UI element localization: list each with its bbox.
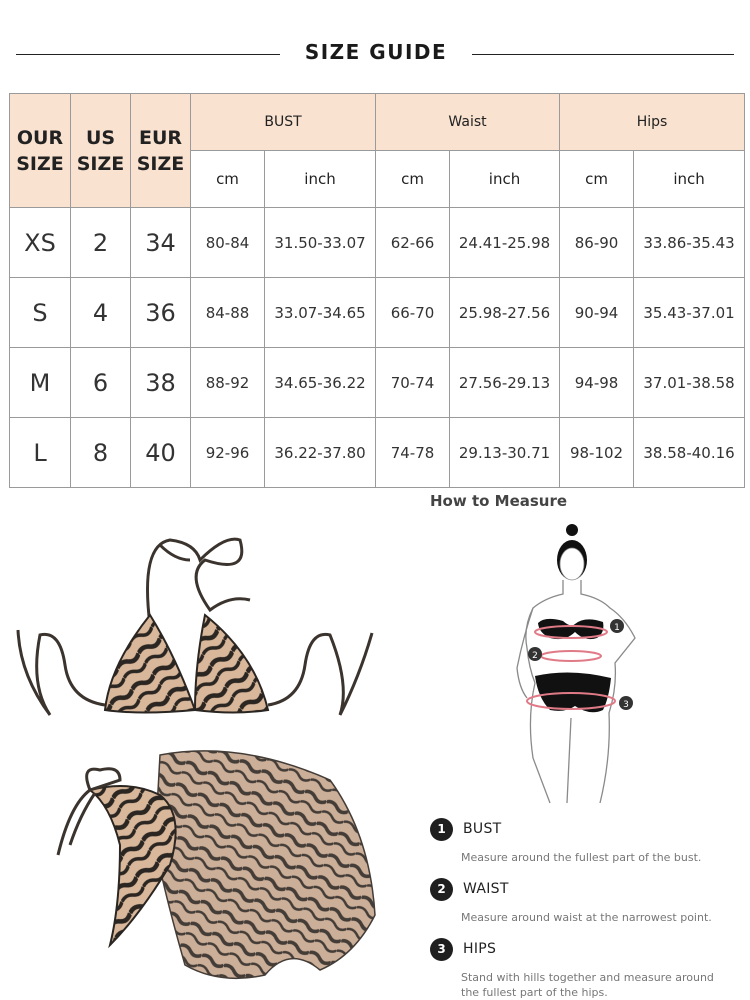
- body-measure-figure: [505, 518, 665, 808]
- badge-number: 3: [430, 938, 453, 961]
- hips-inch-cell: 35.43-37.01: [634, 278, 745, 348]
- figure-marker-1: [610, 619, 624, 633]
- waist-inch-cell: 27.56-29.13: [450, 348, 560, 418]
- bikini-top-right-cup: [195, 615, 268, 713]
- header-eur-size: EUR SIZE: [131, 94, 191, 208]
- waist-inch-cell: 29.13-30.71: [450, 418, 560, 488]
- product-image: [10, 515, 385, 995]
- header-bust: BUST: [191, 94, 376, 151]
- hips-cm-cell: 94-98: [560, 348, 634, 418]
- our-size-cell: M: [10, 348, 71, 418]
- unit-cell: inch: [265, 151, 376, 208]
- measure-item-hips: [430, 938, 730, 998]
- eur-size-cell: 34: [131, 208, 191, 278]
- header-divider-left: [16, 54, 280, 55]
- header-our-size: OUR SIZE: [10, 94, 71, 208]
- measure-item-waist: [430, 878, 730, 928]
- figure-marker-3: [619, 696, 633, 710]
- hips-cm-cell: 98-102: [560, 418, 634, 488]
- hips-inch-cell: 33.86-35.43: [634, 208, 745, 278]
- marker-2-label: 2: [532, 651, 538, 661]
- header-waist: Waist: [376, 94, 560, 151]
- measure-description: Measure around waist at the narrowest point.: [461, 911, 712, 924]
- bust-inch-cell: 31.50-33.07: [265, 208, 376, 278]
- badge-number: 1: [430, 818, 453, 841]
- measure-item-bust: [430, 818, 730, 868]
- size-guide-header: [0, 0, 750, 94]
- measure-label: BUST: [463, 821, 502, 837]
- table-header-row: [10, 94, 745, 151]
- eur-size-cell: 38: [131, 348, 191, 418]
- bust-inch-cell: 33.07-34.65: [265, 278, 376, 348]
- bust-cm-cell: 84-88: [191, 278, 265, 348]
- unit-cell: cm: [560, 151, 634, 208]
- how-to-measure-title: How to Measure: [430, 492, 568, 510]
- table-row: [10, 278, 745, 348]
- unit-cell: cm: [376, 151, 450, 208]
- eur-size-cell: 40: [131, 418, 191, 488]
- our-size-cell: S: [10, 278, 71, 348]
- measure-description: Measure around the fullest part of the bust.: [461, 851, 702, 864]
- unit-cell: inch: [450, 151, 560, 208]
- unit-cell: cm: [191, 151, 265, 208]
- bust-cm-cell: 80-84: [191, 208, 265, 278]
- size-table: [9, 93, 745, 488]
- sarong: [155, 751, 375, 978]
- bikini-top-left-cup: [105, 615, 195, 713]
- waist-inch-cell: 25.98-27.56: [450, 278, 560, 348]
- page-title: SIZE GUIDE: [304, 40, 448, 64]
- us-size-cell: 4: [71, 278, 131, 348]
- figure-marker-2: [528, 647, 542, 661]
- us-size-cell: 6: [71, 348, 131, 418]
- us-size-cell: 2: [71, 208, 131, 278]
- waist-cm-cell: 74-78: [376, 418, 450, 488]
- measure-label: WAIST: [463, 881, 509, 897]
- bikini-bottom: [90, 786, 176, 945]
- table-row: [10, 418, 745, 488]
- table-row: [10, 208, 745, 278]
- halter-strings: [148, 539, 251, 625]
- header-hips: Hips: [560, 94, 745, 151]
- unit-cell: inch: [634, 151, 745, 208]
- waist-cm-cell: 66-70: [376, 278, 450, 348]
- waist-cm-cell: 70-74: [376, 348, 450, 418]
- hips-cm-cell: 90-94: [560, 278, 634, 348]
- our-size-cell: XS: [10, 208, 71, 278]
- bust-inch-cell: 36.22-37.80: [265, 418, 376, 488]
- header-us-size: US SIZE: [71, 94, 131, 208]
- bust-cm-cell: 92-96: [191, 418, 265, 488]
- bust-cm-cell: 88-92: [191, 348, 265, 418]
- our-size-cell: L: [10, 418, 71, 488]
- marker-3-label: 3: [623, 700, 629, 710]
- table-row: [10, 348, 745, 418]
- eur-size-cell: 36: [131, 278, 191, 348]
- head: [557, 524, 587, 580]
- measure-label: HIPS: [463, 941, 497, 957]
- us-size-cell: 8: [71, 418, 131, 488]
- hips-cm-cell: 86-90: [560, 208, 634, 278]
- hips-inch-cell: 37.01-38.58: [634, 348, 745, 418]
- waist-inch-cell: 24.41-25.98: [450, 208, 560, 278]
- badge-number: 2: [430, 878, 453, 901]
- marker-1-label: 1: [614, 623, 620, 633]
- measure-description: Stand with hills together and measure around the fullest part of the hips.: [461, 971, 714, 999]
- bust-inch-cell: 34.65-36.22: [265, 348, 376, 418]
- waist-cm-cell: 62-66: [376, 208, 450, 278]
- hips-inch-cell: 38.58-40.16: [634, 418, 745, 488]
- header-divider-right: [472, 54, 734, 55]
